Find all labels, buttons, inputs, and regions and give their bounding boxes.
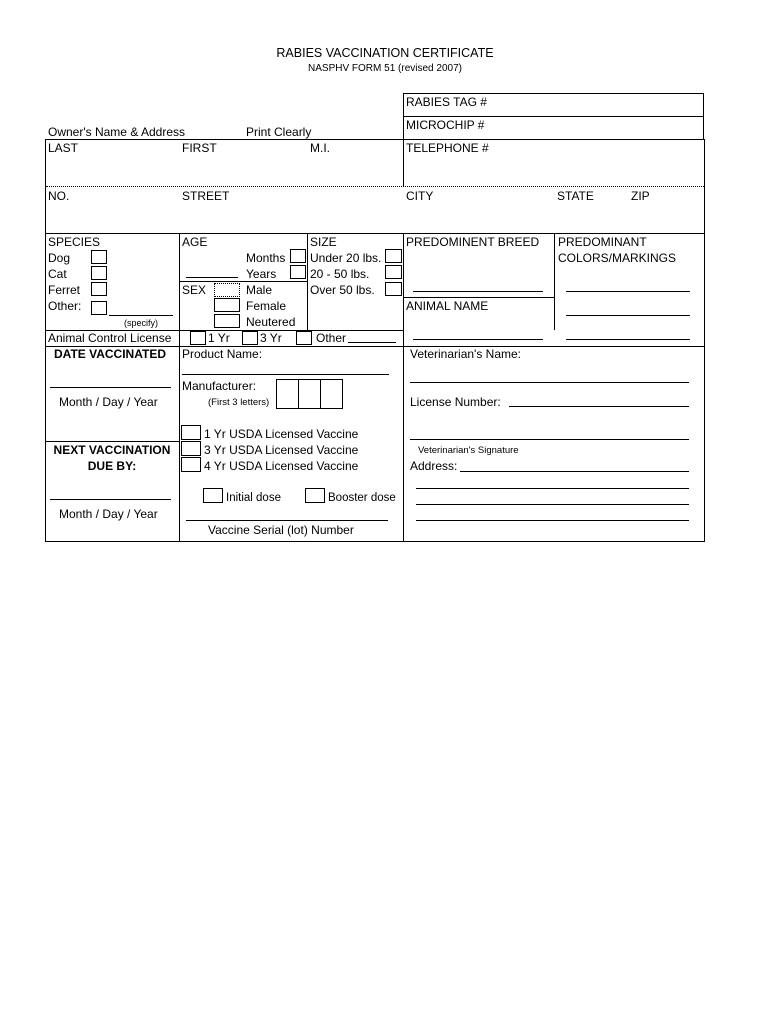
age-months-checkbox[interactable]	[290, 249, 306, 263]
size-over50-checkbox[interactable]	[385, 282, 402, 296]
size-label: SIZE	[310, 235, 337, 249]
rabies-tag-label: RABIES TAG #	[406, 95, 487, 109]
first-name-label: FIRST	[182, 141, 217, 155]
colors-field-3[interactable]	[566, 339, 690, 340]
address-field-1[interactable]	[460, 471, 689, 472]
divider	[46, 186, 704, 187]
manufacturer-letter-1[interactable]	[276, 379, 299, 409]
divider	[45, 233, 705, 234]
breed-field[interactable]	[413, 291, 543, 292]
form-subtitle: NASPHV FORM 51 (revised 2007)	[308, 63, 462, 74]
age-years-checkbox[interactable]	[290, 265, 306, 279]
divider	[403, 116, 704, 117]
address-field-4[interactable]	[416, 520, 689, 521]
mi-label: M.I.	[310, 141, 330, 155]
address-field-3[interactable]	[416, 504, 689, 505]
date-vaccinated-format: Month / Day / Year	[59, 395, 158, 409]
initial-dose-label: Initial dose	[226, 492, 281, 504]
species-cat-checkbox[interactable]	[91, 266, 107, 280]
species-dog-label: Dog	[48, 251, 71, 265]
street-label: STREET	[182, 189, 230, 203]
species-ferret-checkbox[interactable]	[91, 282, 107, 296]
age-label: AGE	[182, 235, 208, 249]
divider	[554, 233, 555, 330]
license-1yr-checkbox[interactable]	[190, 331, 206, 345]
sex-male-checkbox[interactable]	[214, 283, 240, 297]
divider	[403, 139, 404, 186]
form-title: RABIES VACCINATION CERTIFICATE	[276, 46, 494, 60]
sex-label: SEX	[182, 283, 207, 297]
signature-label: Veterinarian's Signature	[418, 445, 519, 456]
size-over50-label: Over 50 lbs.	[310, 283, 375, 297]
last-name-label: LAST	[48, 141, 79, 155]
booster-dose-label: Booster dose	[328, 492, 396, 504]
animal-name-label: ANIMAL NAME	[406, 299, 489, 313]
number-label: NO.	[48, 189, 70, 203]
next-vaccination-label-line1: NEXT VACCINATION	[53, 443, 171, 457]
license-other-label: Other	[316, 331, 347, 345]
product-name-label: Product Name:	[182, 347, 263, 361]
license-other-checkbox[interactable]	[296, 331, 312, 345]
manufacturer-letter-2[interactable]	[298, 379, 321, 409]
address-label: Address:	[410, 459, 458, 473]
colors-field-2[interactable]	[566, 315, 690, 316]
divider	[179, 233, 180, 542]
colors-label-line1: PREDOMINANT	[558, 235, 647, 249]
zip-label: ZIP	[631, 189, 650, 203]
size-under20-label: Under 20 lbs.	[310, 251, 382, 265]
species-other-label: Other:	[48, 299, 82, 313]
initial-dose-checkbox[interactable]	[203, 488, 223, 503]
vaccine-4yr-label: 4 Yr USDA Licensed Vaccine	[204, 459, 359, 473]
serial-number-field[interactable]	[186, 520, 388, 521]
vaccine-3yr-label: 3 Yr USDA Licensed Vaccine	[204, 443, 359, 457]
vaccine-1yr-label: 1 Yr USDA Licensed Vaccine	[204, 427, 359, 441]
size-20to50-checkbox[interactable]	[385, 265, 402, 279]
license-number-label: License Number:	[410, 395, 501, 409]
signature-field[interactable]	[410, 439, 689, 440]
owner-section-label: Owner's Name & Address	[48, 125, 186, 139]
license-3yr-label: 3 Yr	[260, 331, 282, 345]
state-label: STATE	[557, 189, 594, 203]
species-specify-field[interactable]	[109, 315, 173, 316]
species-label: SPECIES	[48, 235, 101, 249]
divider	[403, 297, 554, 298]
sex-neutered-label: Neutered	[246, 315, 296, 329]
serial-number-label: Vaccine Serial (lot) Number	[208, 523, 354, 537]
next-vaccination-label-line2: DUE BY:	[87, 459, 137, 473]
divider	[403, 233, 404, 542]
species-dog-checkbox[interactable]	[91, 250, 107, 264]
license-1yr-label: 1 Yr	[208, 331, 230, 345]
colors-field-1[interactable]	[566, 291, 690, 292]
divider	[179, 281, 307, 282]
age-field[interactable]	[186, 277, 238, 278]
telephone-label: TELEPHONE #	[406, 141, 489, 155]
vaccine-4yr-checkbox[interactable]	[181, 457, 201, 472]
species-cat-label: Cat	[48, 267, 67, 281]
sex-female-label: Female	[246, 299, 287, 313]
next-vaccination-field[interactable]	[50, 499, 171, 500]
license-other-field[interactable]	[348, 342, 396, 343]
specify-label: (specify)	[124, 318, 159, 328]
age-months-label: Months	[246, 251, 286, 265]
veterinarian-name-label: Veterinarian's Name:	[410, 347, 522, 361]
size-20to50-label: 20 - 50 lbs.	[310, 267, 370, 281]
manufacturer-label: Manufacturer:	[182, 379, 257, 393]
sex-male-label: Male	[246, 283, 273, 297]
animal-name-field[interactable]	[413, 339, 543, 340]
address-field-2[interactable]	[416, 488, 689, 489]
species-other-checkbox[interactable]	[91, 301, 107, 315]
age-years-label: Years	[246, 267, 277, 281]
date-vaccinated-field[interactable]	[50, 387, 171, 388]
date-vaccinated-label: DATE VACCINATED	[54, 347, 166, 361]
vaccine-3yr-checkbox[interactable]	[181, 441, 201, 456]
divider	[307, 233, 308, 330]
manufacturer-letter-3[interactable]	[320, 379, 343, 409]
next-vaccination-format: Month / Day / Year	[59, 507, 158, 521]
colors-label-line2: COLORS/MARKINGS	[558, 251, 677, 265]
divider	[45, 441, 179, 442]
booster-dose-checkbox[interactable]	[305, 488, 325, 503]
size-under20-checkbox[interactable]	[385, 249, 402, 263]
sex-neutered-checkbox[interactable]	[214, 314, 240, 328]
breed-label: PREDOMINENT BREED	[406, 235, 540, 249]
veterinarian-name-field[interactable]	[410, 382, 689, 383]
sex-female-checkbox[interactable]	[214, 298, 240, 312]
license-number-field[interactable]	[509, 406, 689, 407]
license-label: Animal Control License	[48, 331, 172, 345]
microchip-label: MICROCHIP #	[406, 118, 485, 132]
city-label: CITY	[406, 189, 434, 203]
print-clearly-label: Print Clearly	[246, 125, 312, 139]
species-ferret-label: Ferret	[48, 283, 81, 297]
first-3-letters-label: (First 3 letters)	[208, 397, 270, 408]
product-name-field[interactable]	[182, 374, 389, 375]
license-3yr-checkbox[interactable]	[242, 331, 258, 345]
vaccine-1yr-checkbox[interactable]	[181, 425, 201, 440]
